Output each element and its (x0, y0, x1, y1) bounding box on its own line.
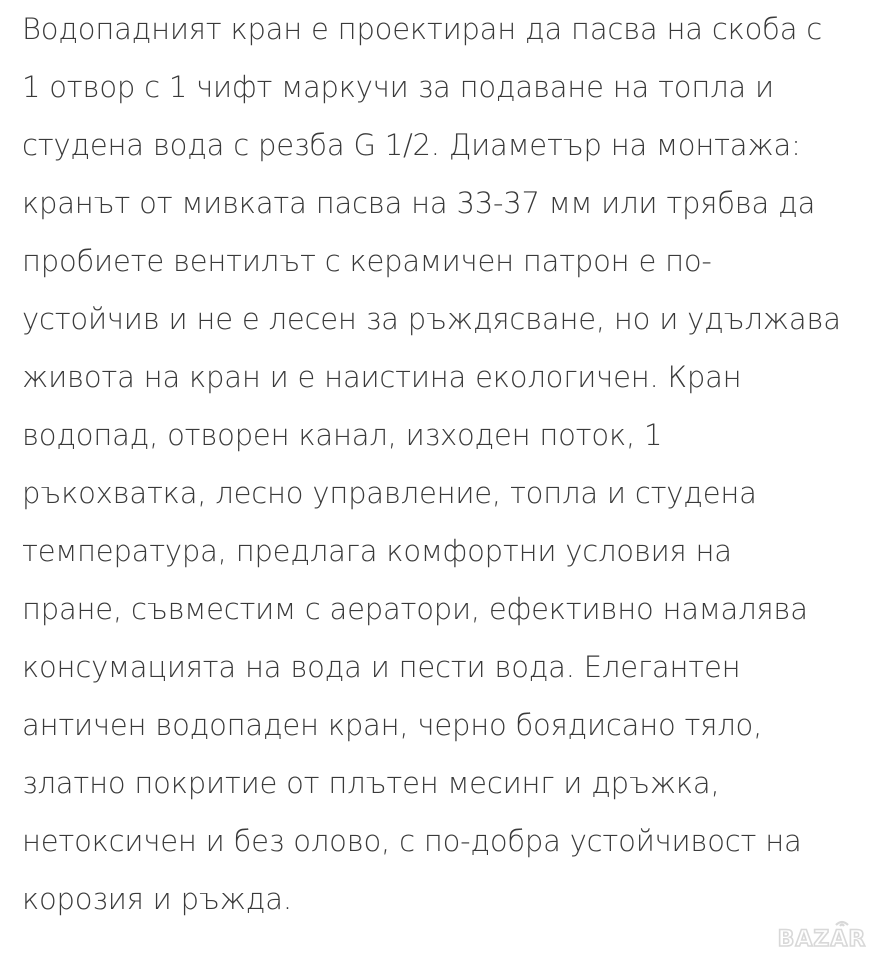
description-line: Водопадният кран е проектиран да пасва на скоба с (22, 12, 823, 46)
description-line: водопад, отворен канал, изходен поток, 1 (22, 418, 663, 452)
description-line: пробиете вентилът с керамичен патрон е по- (22, 244, 712, 278)
description-line: корозия и ръжда. (22, 882, 292, 916)
bazar-logo-icon (770, 916, 874, 950)
description-line: нетоксичен и без олово, с по-добра устойчивост на (22, 824, 802, 858)
description-line: устойчив и не е лесен за ръждясване, но и удължава (22, 302, 841, 336)
description-line: ръкохватка, лесно управление, топла и студена (22, 476, 757, 510)
description-line: живота на кран и е наистина екологичен. Кран (22, 360, 742, 394)
bazar-watermark (770, 916, 874, 950)
description-line: 1 отвор с 1 чифт маркучи за подаване на топла и (22, 70, 774, 104)
description-line: кранът от мивката пасва на 33-37 мм или трябва да (22, 186, 816, 220)
description-line: античен водопаден кран, черно боядисано тяло, (22, 708, 763, 742)
watermark-text: BAZAR (777, 927, 867, 950)
description-line: пране, съвместим с аератори, ефективно намалява (22, 592, 808, 626)
description-line: консумацията на вода и пести вода. Елегантен (22, 650, 741, 684)
description-line: студена вода с резба G 1/2. Диаметър на монтажа: (22, 128, 801, 162)
description-line: температура, предлага комфортни условия на (22, 534, 732, 568)
description-line: златно покритие от плътен месинг и дръжка, (22, 766, 720, 800)
product-description (22, 0, 872, 928)
